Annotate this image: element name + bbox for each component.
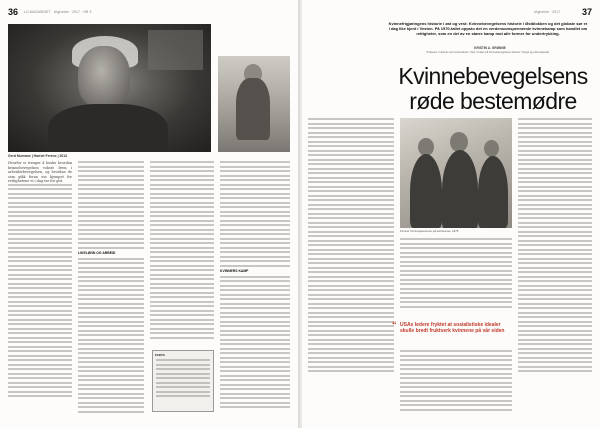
page-number-left: 36 [8,7,19,17]
headline-line-1: Kvinnebevegelsens [398,63,588,89]
small-photo [218,56,290,152]
portrait-photo [8,24,211,152]
right-column-2 [400,238,512,318]
quote-mark-icon: “ [392,320,397,330]
article-column-3 [150,161,214,347]
right-column-4 [518,118,592,418]
page-header-left: LO-MAGASINET · Utgivelse · 2017 · NR 3 [24,10,92,14]
page-number-right: 37 [582,7,593,17]
group-photo [400,118,512,228]
left-page [0,0,298,428]
subhead-2: KVINNERS KAMP [220,269,249,273]
article-column-4 [220,161,290,421]
author-bio: Professor i historie ved Universitetet i Oslo, forsker på kvinnebevegelsens historie i Norge og internasjonalt. [426,51,550,54]
article-excerpt: Hvorfor vi trenger å huske hvordan kvinnebevegelsen vokste frem i arbeiderbevegelsen, og hvordan de som gikk foran oss kjempet for rettighetene vi i dag tar for gitt. [8,161,72,183]
article-kicker: Kvinnefrigjøringens historie i øst og vest: Kvinnebevegelsens historie i Østblokken og det globale sør er i dag like kjent i Vesten. På 1970-tallet oppsto det en verdensomspennende kvinnekamp som handlet om rettigheter, som en del av en større kamp mot alle former for undertrykking. [388,21,588,37]
subhead-1: LIKELØNN OG ARBEID [78,251,116,255]
right-column-3 [400,350,512,420]
article-byline: KRISTIN A. GRØNNE [474,46,506,50]
article-column-2 [78,161,144,421]
headline-line-2: røde bestemødre [409,88,577,114]
pull-quote: USAs ledere fryktet at sosialistiske idealer skulle bredt fruktverk kvinnene på vår siden [400,322,505,335]
page-header-right: Utgivelse · 2017 [534,10,561,14]
fact-box [152,350,214,412]
photo-caption: Gerd Murvane | Harriet Ferenc | 2013 [8,154,67,158]
group-photo-caption: Kvinner fra Sovjetunionen på konferanse, 1975. [400,229,460,233]
article-headline [398,64,588,114]
right-column-1 [308,118,394,418]
article-column-1 [8,161,72,421]
fact-box-title: FAKTA [155,353,165,357]
